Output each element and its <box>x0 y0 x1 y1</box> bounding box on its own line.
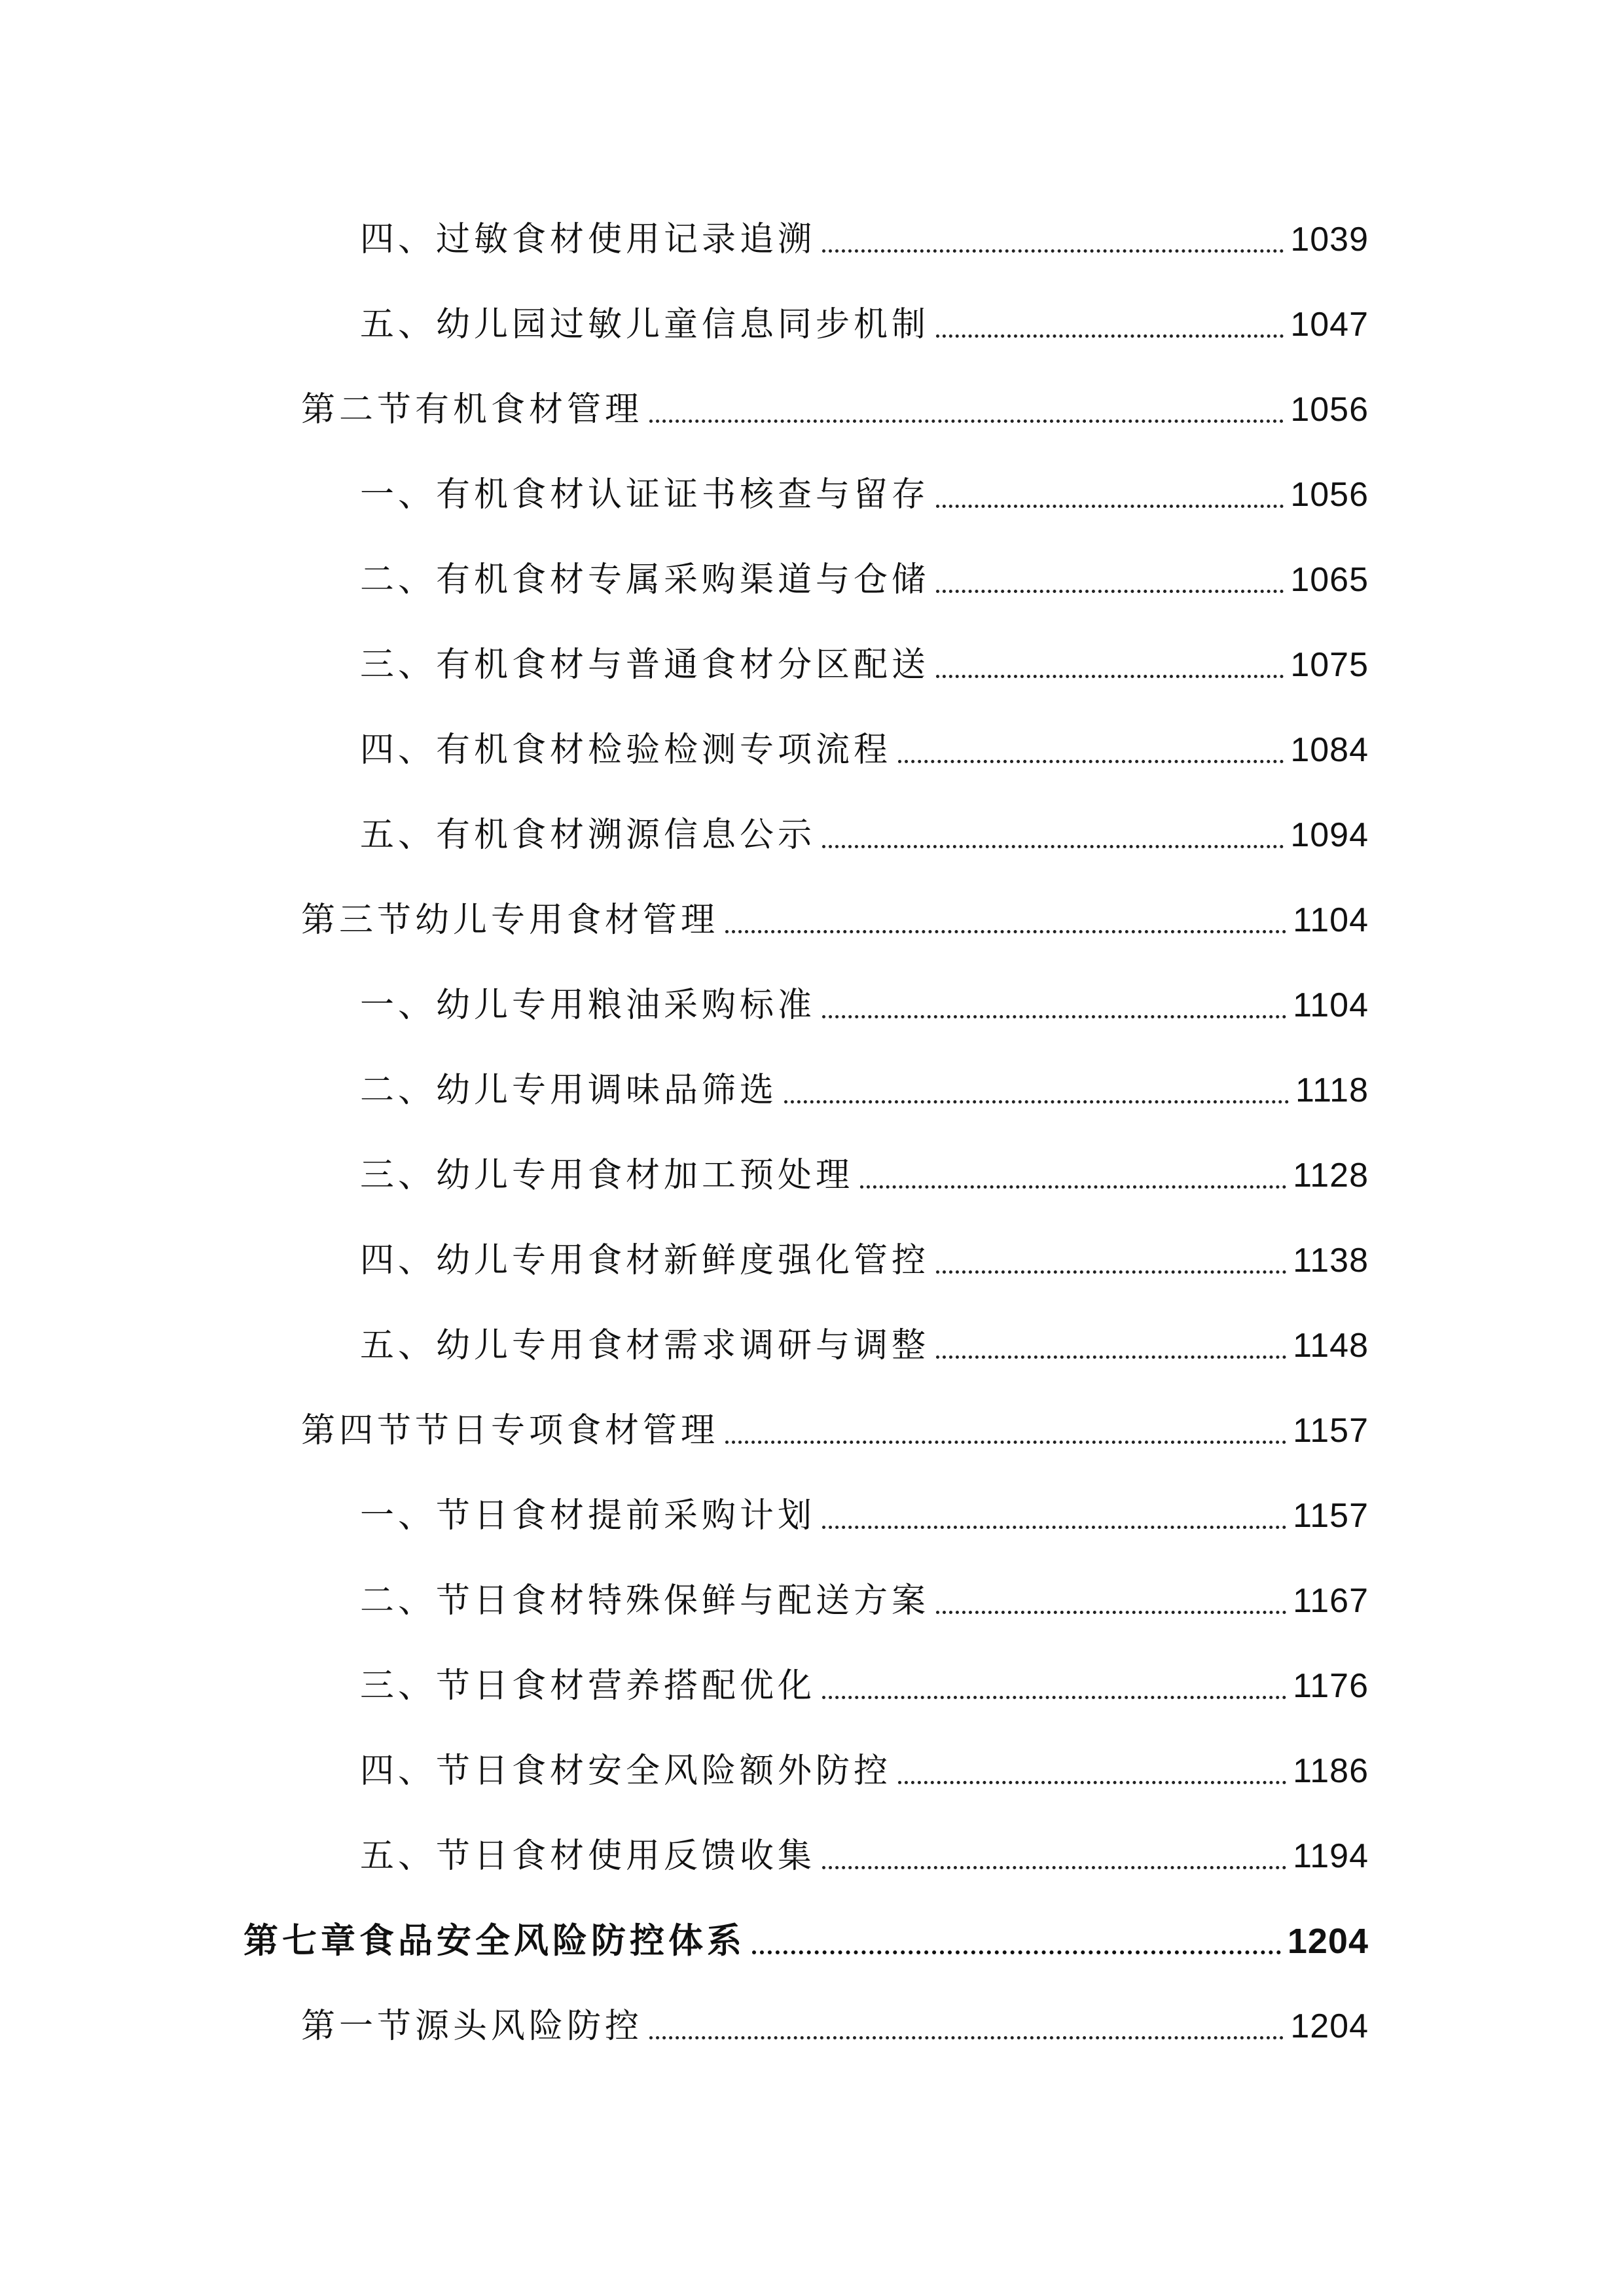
toc-entry-title: 三、节日食材营养搭配优化 <box>360 1666 816 1706</box>
toc-entry-title: 第三节幼儿专用食材管理 <box>301 901 719 940</box>
toc-page-number: 1065 <box>1290 561 1369 599</box>
toc-entry-title: 二、幼儿专用调味品筛选 <box>360 1071 778 1110</box>
toc-page-number: 1176 <box>1293 1667 1369 1705</box>
toc-dot-leader <box>898 760 1284 763</box>
toc-page-number: 1148 <box>1293 1327 1369 1365</box>
toc-page-number: 1157 <box>1293 1497 1369 1535</box>
toc-page-number: 1186 <box>1293 1752 1369 1790</box>
toc-entry[interactable] <box>360 1064 1369 1117</box>
toc-page-number: 1204 <box>1290 2007 1369 2045</box>
toc-entry-title: 第四节节日专项食材管理 <box>301 1411 719 1450</box>
toc-entry-title: 第七章食品安全风险防控体系 <box>244 1921 746 1961</box>
toc-entry-title: 五、幼儿园过敏儿童信息同步机制 <box>360 305 930 344</box>
toc-page-number: 1118 <box>1295 1071 1369 1109</box>
toc-dot-leader <box>784 1100 1289 1103</box>
toc-entry-title: 四、幼儿专用食材新鲜度强化管控 <box>360 1241 930 1280</box>
toc-entry[interactable] <box>360 979 1369 1031</box>
toc-dot-leader <box>936 590 1284 593</box>
toc-dot-leader <box>822 1526 1286 1529</box>
toc-entry-title: 第二节有机食材管理 <box>301 390 643 429</box>
toc-page-number: 1039 <box>1290 221 1369 259</box>
toc-entry[interactable] <box>301 2000 1369 2053</box>
toc-page-number: 1084 <box>1290 731 1369 769</box>
toc-page-number: 1104 <box>1293 986 1369 1024</box>
toc-entry-title: 四、有机食材检验检测专项流程 <box>360 730 892 770</box>
toc-entry-title: 四、节日食材安全风险额外防控 <box>360 1751 892 1791</box>
toc-entry[interactable] <box>360 1319 1369 1372</box>
toc-entry[interactable] <box>301 384 1369 436</box>
toc-page-number: 1194 <box>1293 1837 1369 1875</box>
toc-page-number: 1138 <box>1293 1242 1369 1280</box>
toc-entry-title: 三、有机食材与普通食材分区配送 <box>360 645 930 685</box>
toc-entry[interactable] <box>360 1490 1369 1542</box>
toc-dot-leader <box>898 1781 1286 1784</box>
toc-dot-leader <box>822 1015 1286 1018</box>
toc-entry-title: 一、有机食材认证证书核查与留存 <box>360 475 930 514</box>
toc-entry-title: 二、节日食材特殊保鲜与配送方案 <box>360 1581 930 1621</box>
toc-entry[interactable] <box>301 1405 1369 1457</box>
toc-dot-leader <box>725 1441 1286 1444</box>
toc-dot-leader <box>649 420 1284 423</box>
toc-entry[interactable] <box>360 809 1369 861</box>
toc-entry[interactable] <box>360 1745 1369 1797</box>
toc-entry[interactable] <box>360 1830 1369 1882</box>
toc-page-number: 1094 <box>1290 816 1369 854</box>
toc-dot-leader <box>822 845 1284 848</box>
toc-dot-leader <box>936 334 1284 338</box>
toc-dot-leader <box>822 249 1284 253</box>
toc-entry[interactable] <box>360 724 1369 776</box>
toc-dot-leader <box>822 1696 1286 1699</box>
toc-page-number: 1056 <box>1290 391 1369 429</box>
toc-dot-leader <box>649 2036 1284 2039</box>
toc-entry[interactable] <box>360 1149 1369 1202</box>
toc-entry[interactable] <box>301 894 1369 946</box>
toc-dot-leader <box>860 1185 1286 1189</box>
toc-page-number: 1075 <box>1290 646 1369 684</box>
toc-entry[interactable] <box>360 298 1369 351</box>
toc-entry-title: 一、幼儿专用粮油采购标准 <box>360 986 816 1025</box>
toc-page-number: 1056 <box>1290 476 1369 514</box>
toc-entry[interactable] <box>360 1234 1369 1287</box>
toc-entry[interactable] <box>360 1575 1369 1627</box>
toc-dot-leader <box>936 1270 1286 1274</box>
toc-entry-title: 五、幼儿专用食材需求调研与调整 <box>360 1326 930 1365</box>
toc-page-number: 1128 <box>1293 1157 1369 1194</box>
toc-entry[interactable] <box>360 639 1369 691</box>
toc-entry-title: 二、有机食材专属采购渠道与仓储 <box>360 560 930 600</box>
toc-page-number: 1157 <box>1293 1412 1369 1450</box>
toc-entry-title: 四、过敏食材使用记录追溯 <box>360 220 816 259</box>
toc-dot-leader <box>936 1611 1286 1614</box>
toc-dot-leader <box>822 1866 1286 1869</box>
toc-entry-title: 三、幼儿专用食材加工预处理 <box>360 1156 854 1195</box>
toc-entry[interactable] <box>360 1660 1369 1712</box>
toc-page-number: 1047 <box>1290 306 1369 344</box>
toc-dot-leader <box>936 1355 1286 1359</box>
toc-entry-title: 第一节源头风险防控 <box>301 2007 643 2046</box>
toc-page-number: 1167 <box>1293 1582 1369 1620</box>
toc-entry-title: 五、节日食材使用反馈收集 <box>360 1837 816 1876</box>
toc-dot-leader <box>752 1950 1281 1954</box>
toc-entry-title: 五、有机食材溯源信息公示 <box>360 816 816 855</box>
toc-entry[interactable] <box>360 213 1369 266</box>
toc-entry[interactable] <box>360 469 1369 521</box>
toc-dot-leader <box>936 505 1284 508</box>
toc-entry-title: 一、节日食材提前采购计划 <box>360 1496 816 1535</box>
toc-chapter-entry[interactable] <box>244 1915 1369 1967</box>
toc-dot-leader <box>725 930 1286 933</box>
toc-entry[interactable] <box>360 554 1369 606</box>
toc-page-number: 1204 <box>1287 1922 1369 1961</box>
toc-page-number: 1104 <box>1293 901 1369 939</box>
toc-dot-leader <box>936 675 1284 678</box>
